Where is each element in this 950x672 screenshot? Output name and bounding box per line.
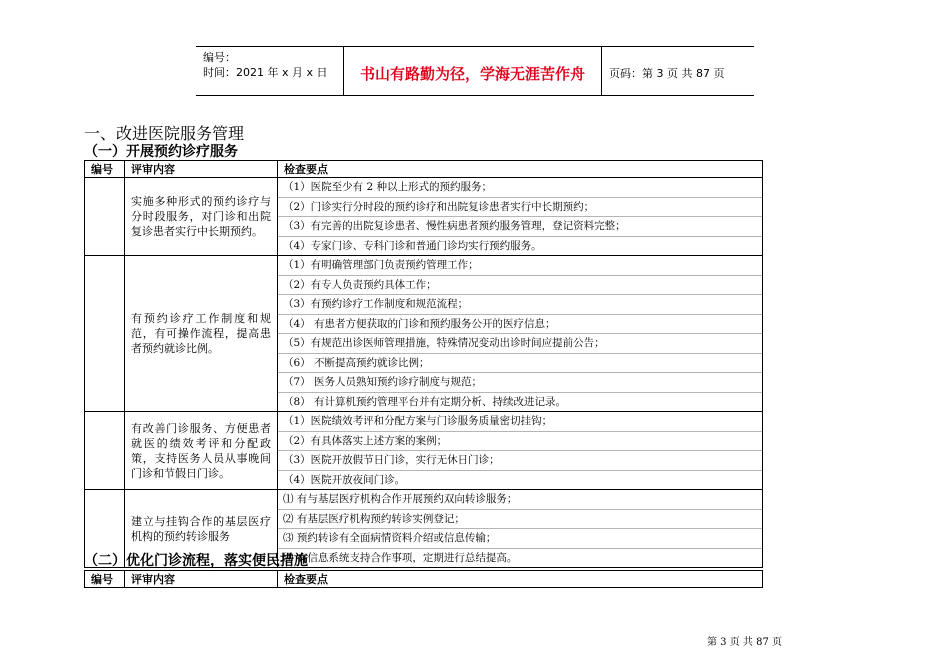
row-content: 有改善门诊服务、方便患者就医的绩效考评和分配政策，支持医务人员从事晚间门诊和节假日门诊。 — [125, 412, 278, 490]
row-number — [85, 412, 125, 490]
header-bottom-rule — [196, 95, 754, 96]
review-table — [84, 570, 763, 588]
column-header-checks: 检查要点 — [278, 571, 763, 588]
check-item: （4）专家门诊、专科门诊和普通门诊均实行预约服务。 — [283, 239, 542, 252]
header-serial-label: 编号： — [203, 51, 236, 64]
check-item: （7） 医务人员熟知预约诊疗制度与规范； — [278, 373, 762, 393]
header-top-rule — [196, 46, 754, 47]
check-item: ⑴ 有与基层医疗机构合作开展预约双向转诊服务； — [278, 490, 762, 510]
column-header-content: 评审内容 — [125, 571, 278, 588]
row-checks — [278, 178, 763, 256]
column-header-checks: 检查要点 — [278, 161, 763, 178]
row-checks — [278, 490, 763, 568]
check-item: （3）有预约诊疗工作制度和规范流程； — [278, 295, 762, 315]
table-header-row — [85, 161, 763, 178]
check-item: （4）医院开放夜间门诊。 — [283, 473, 406, 486]
row-content: 有预约诊疗工作制度和规范，有可操作流程，提高患者预约就诊比例。 — [125, 256, 278, 412]
table-row — [85, 256, 763, 412]
row-number — [85, 256, 125, 412]
row-number — [85, 178, 125, 256]
table-row — [85, 178, 763, 256]
check-item: ⑶ 预约转诊有全面病情资料介绍或信息传输； — [278, 529, 762, 549]
column-header-number: 编号 — [85, 571, 125, 588]
check-item: ⑷ 有信息系统支持合作事项，定期进行总结提高。 — [283, 551, 518, 564]
column-header-content: 评审内容 — [125, 161, 278, 178]
header-page-label: 页码：第 3 页 共 87 页 — [609, 67, 725, 80]
header-divider — [601, 46, 602, 96]
check-item: （3）有完善的出院复诊患者、慢性病患者预约服务管理，登记资料完整； — [278, 217, 762, 237]
check-item: （8） 有计算机预约管理平台并有定期分析、持续改进记录。 — [283, 395, 567, 408]
check-item: （1）医院至少有 2 种以上形式的预约服务； — [278, 178, 762, 198]
table-header-row — [85, 571, 763, 588]
check-item: （1）有明确管理部门负责预约管理工作； — [278, 256, 762, 276]
section-title: 一、改进医院服务管理 — [84, 124, 245, 143]
subsection-title: （二）优化门诊流程，落实便民措施 — [84, 553, 308, 569]
check-item: （1）医院绩效考评和分配方案与门诊服务质量密切挂钩； — [278, 412, 762, 432]
check-item: （2）有专人负责预约具体工作； — [278, 276, 762, 296]
check-item: ⑵ 有基层医疗机构预约转诊实例登记； — [278, 510, 762, 530]
table-row — [85, 412, 763, 490]
row-checks — [278, 256, 763, 412]
check-item: （3）医院开放假节日门诊，实行无休日门诊； — [278, 451, 762, 471]
row-content: 实施多种形式的预约诊疗与分时段服务，对门诊和出院复诊患者实行中长期预约。 — [125, 178, 278, 256]
check-item: （4） 有患者方便获取的门诊和预约服务公开的医疗信息； — [278, 315, 762, 335]
column-header-number: 编号 — [85, 161, 125, 178]
row-checks — [278, 412, 763, 490]
check-item: （2）有具体落实上述方案的案例； — [278, 432, 762, 452]
header-time-label: 时间：2021 年 x 月 x 日 — [203, 66, 328, 79]
header-motto: 书山有路勤为径，学海无涯苦作舟 — [359, 65, 585, 83]
page-footer: 第 3 页 共 87 页 — [707, 637, 782, 648]
row-content: 建立与挂钩合作的基层医疗机构的预约转诊服务 — [125, 490, 278, 568]
check-item: （5）有规范出诊医师管理措施，特殊情况变动出诊时间应提前公告； — [278, 334, 762, 354]
review-table — [84, 160, 763, 568]
check-item: （2）门诊实行分时段的预约诊疗和出院复诊患者实行中长期预约； — [278, 198, 762, 218]
subsection-title: （一）开展预约诊疗服务 — [84, 144, 238, 160]
check-item: （6） 不断提高预约就诊比例； — [278, 354, 762, 374]
